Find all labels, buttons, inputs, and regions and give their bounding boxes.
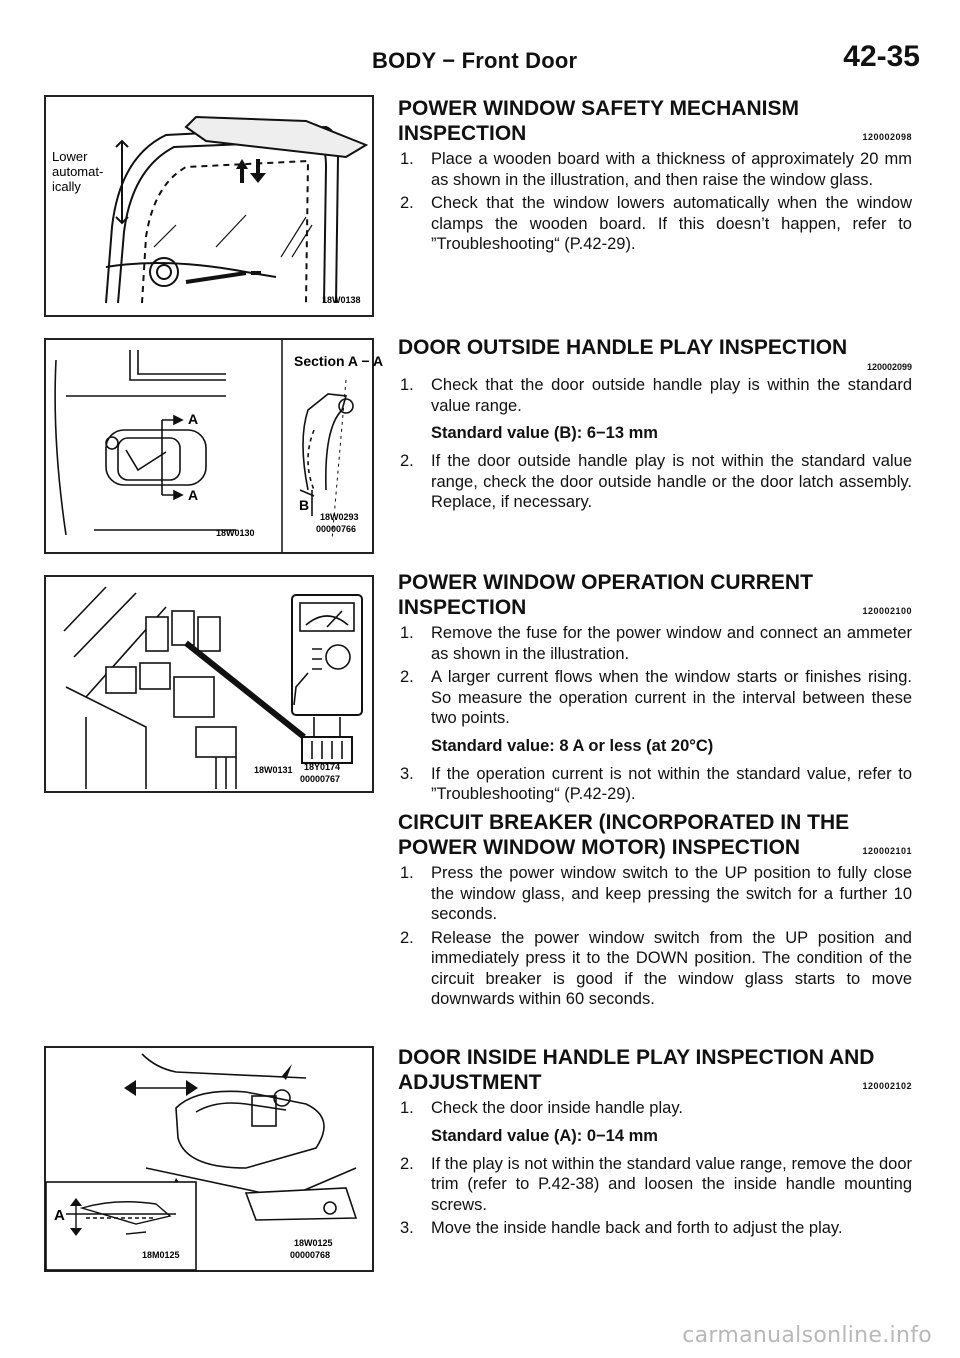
- figure-ammeter: [44, 575, 374, 793]
- step: [398, 764, 912, 805]
- section-id: 120002098: [862, 132, 912, 142]
- figure-window-safety: [44, 95, 374, 317]
- step-text: Check that the window lowers automatically when the window clamps the wooden board. If this doesn’t happen, refer to ”Troubleshooting“ (P.42-29).: [431, 194, 912, 253]
- step: [398, 928, 912, 1010]
- fig4-label-a: A: [54, 1207, 65, 1224]
- fig4-code-right1: 18W0125: [294, 1238, 333, 1248]
- section-heading-cont: POWER WINDOW MOTOR) INSPECTION: [398, 836, 801, 859]
- step-text: If the operation current is not within the standard value, refer to ”Troubleshooting“ (P.42-29).: [431, 764, 912, 803]
- figure-inside-handle: [44, 1046, 374, 1272]
- fig4-code-right2: 00000768: [290, 1250, 331, 1260]
- step: [398, 375, 912, 416]
- section-heading-cont: ADJUSTMENT: [398, 1071, 542, 1094]
- fig3-code-right2: 00000767: [300, 774, 341, 784]
- fig2-code-left: 18W0130: [216, 528, 255, 538]
- step-number: 3.: [400, 1219, 414, 1237]
- step-number: 1.: [400, 624, 414, 642]
- step: [398, 863, 912, 925]
- step-number: 2.: [400, 452, 414, 470]
- section-heading: DOOR INSIDE HANDLE PLAY INSPECTION AND: [398, 1046, 875, 1069]
- inside-handle-illustration: [46, 1048, 372, 1270]
- step-number: 3.: [400, 764, 414, 783]
- window-safety-illustration: [46, 97, 372, 315]
- section-heading: DOOR OUTSIDE HANDLE PLAY INSPECTION: [398, 336, 848, 359]
- figure-outside-handle: [44, 338, 384, 554]
- step: [398, 623, 912, 664]
- step-text: If the play is not within the standard value range, remove the door trim (refer to P.42-38) and loosen the inside handle mounting screws.: [431, 1154, 912, 1214]
- standard-value: Standard value: 8 A or less (at 20°C): [431, 736, 714, 755]
- fig1-label-lower: Lower: [52, 149, 88, 164]
- fig3-code-right1: 18Y0174: [304, 762, 341, 772]
- section-outside-handle: [398, 335, 912, 513]
- watermark: carmanualsonline.info: [682, 1323, 932, 1348]
- step-number: 2.: [400, 194, 414, 212]
- step: [398, 451, 912, 513]
- step: [398, 193, 912, 255]
- step-number: 1.: [400, 1099, 414, 1117]
- section-heading: POWER WINDOW OPERATION CURRENT: [398, 571, 813, 594]
- section-window-safety: [398, 96, 912, 255]
- section-id: 120002100: [862, 606, 912, 616]
- step-text: A larger current flows when the window starts or finishes rising. So measure the operation current in the interval between these two points.: [431, 668, 912, 727]
- section-operation-current: [398, 570, 912, 805]
- fig3-code-left: 18W0131: [254, 765, 293, 775]
- section-heading-cont: INSPECTION: [398, 596, 527, 619]
- step: [398, 1218, 912, 1239]
- step-text: Check that the door outside handle play is within the standard value range.: [431, 376, 912, 415]
- section-heading: CIRCUIT BREAKER (INCORPORATED IN THE: [398, 811, 850, 834]
- fig2-code-right1: 18W0293: [320, 512, 359, 522]
- fig4-code-inset: 18M0125: [142, 1250, 180, 1260]
- step-number: 2.: [400, 668, 414, 686]
- step-number: 2.: [400, 928, 414, 947]
- fig2-code-right2: 00000766: [316, 524, 357, 534]
- fig1-label-ically: ically: [52, 179, 81, 194]
- ammeter-illustration: [46, 577, 372, 791]
- section-heading: POWER WINDOW SAFETY MECHANISM: [398, 97, 799, 120]
- step-number: 1.: [400, 376, 414, 394]
- section-heading-cont: INSPECTION: [398, 122, 527, 145]
- step-text: Press the power window switch to the UP position to fully close the window glass, and keep pressing the switch for a further 10 seconds.: [431, 864, 912, 923]
- fig2-label-b: B: [299, 497, 310, 513]
- step-number: 1.: [400, 150, 414, 168]
- page-header: [0, 38, 960, 80]
- page-number: 42-35: [843, 40, 920, 73]
- fig1-code: 18W0138: [322, 295, 361, 305]
- section-inside-handle: [398, 1045, 912, 1239]
- fig2-label-a-top: A: [188, 411, 199, 427]
- step-text: Check the door inside handle play.: [431, 1099, 683, 1117]
- step: [398, 1098, 912, 1119]
- step-text: Release the power window switch from the UP position and immediately press it to the DOWN position. The condition of the circuit breaker is good if the window glass starts to move downwards within 60 seconds.: [431, 928, 912, 1008]
- step-text: Place a wooden board with a thickness of approximately 20 mm as shown in the illustration, and then raise the window glass.: [431, 150, 912, 189]
- page-title: BODY − Front Door: [372, 48, 578, 73]
- standard-value: Standard value (A): 0−14 mm: [431, 1126, 658, 1145]
- step: [398, 1154, 912, 1216]
- step-text: Remove the fuse for the power window and connect an ammeter as shown in the illustration.: [431, 624, 912, 663]
- section-id: 120002101: [862, 846, 912, 856]
- step: [398, 149, 912, 190]
- standard-value: Standard value (B): 6−13 mm: [431, 424, 658, 442]
- section-id: 120002102: [862, 1081, 912, 1091]
- step: [398, 667, 912, 729]
- section-id: 120002099: [866, 362, 912, 372]
- step-text: If the door outside handle play is not within the standard value range, check the door outside handle or the door latch assembly. Replace, if necessary.: [431, 452, 912, 511]
- step-number: 1.: [400, 864, 414, 882]
- step-text: Move the inside handle back and forth to adjust the play.: [431, 1219, 843, 1237]
- outside-handle-illustration: [46, 340, 384, 552]
- step-number: 2.: [400, 1154, 414, 1173]
- fig2-label-a-bottom: A: [188, 487, 199, 503]
- fig1-label-automat: automat-: [52, 164, 104, 179]
- section-circuit-breaker: [398, 810, 912, 1010]
- fig2-section-label: Section A − A: [294, 353, 384, 369]
